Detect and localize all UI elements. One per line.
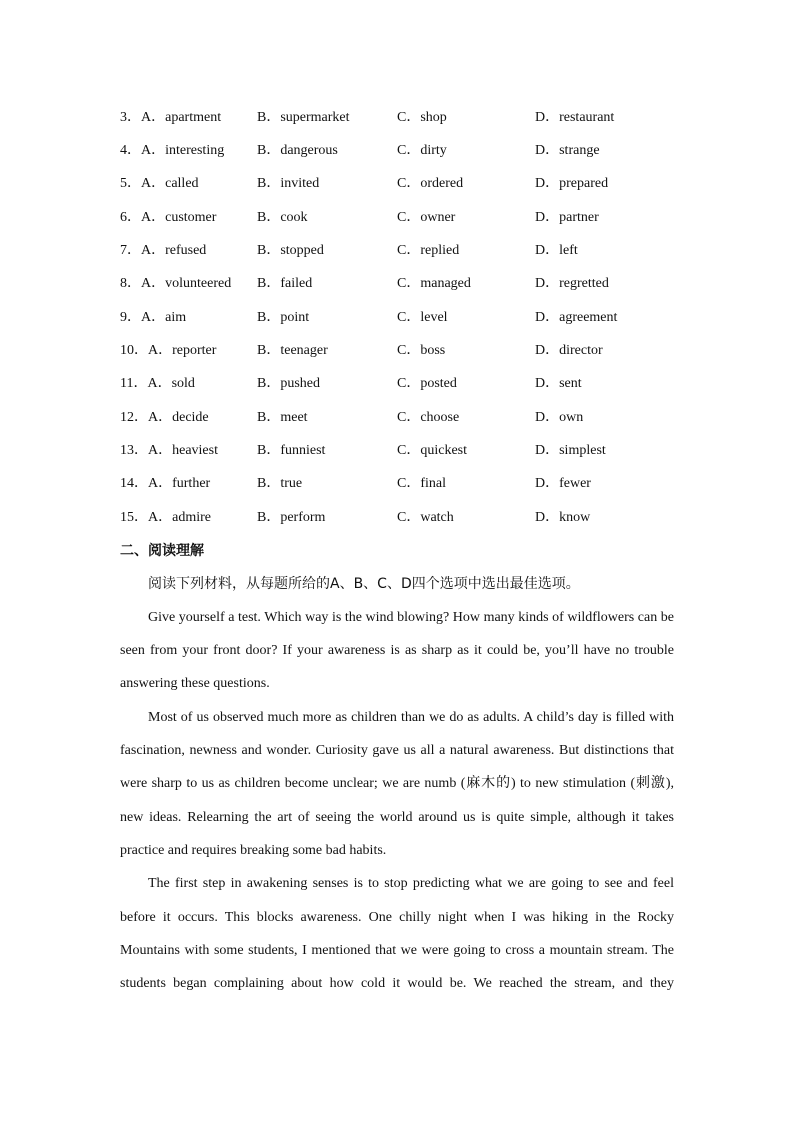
option-a-cell bbox=[120, 208, 216, 228]
option-b: B．meet bbox=[257, 410, 308, 425]
option-a: A．heaviest bbox=[148, 443, 218, 458]
option-a: A．apartment bbox=[141, 110, 222, 125]
question-number: 11． bbox=[120, 376, 148, 391]
option-a-cell bbox=[120, 441, 218, 461]
option-a-cell bbox=[120, 408, 209, 428]
question-number: 8． bbox=[120, 276, 141, 291]
option-a: A．decide bbox=[148, 410, 209, 425]
option-b: B．invited bbox=[257, 176, 320, 191]
option-b: B．perform bbox=[257, 510, 326, 525]
option-a: A．aim bbox=[141, 310, 187, 325]
option-c: C．dirty bbox=[397, 143, 447, 158]
question-number: 4． bbox=[120, 143, 141, 158]
option-a-cell bbox=[120, 474, 210, 494]
option-a-cell bbox=[120, 374, 195, 394]
option-a: A．refused bbox=[141, 243, 207, 258]
question-number: 5． bbox=[120, 176, 141, 191]
section-instruction: 阅读下列材料，从每题所给的A、B、C、D四个选项中选出最佳选项。 bbox=[148, 576, 580, 592]
question-number: 12． bbox=[120, 410, 148, 425]
option-a: A．customer bbox=[141, 210, 217, 225]
option-c: C．quickest bbox=[397, 443, 467, 458]
option-c: C．choose bbox=[397, 410, 460, 425]
question-row bbox=[0, 374, 794, 394]
passage-line: Most of us observed much more as children than we do as adults. A child’s day is filled with bbox=[148, 710, 674, 725]
option-a-cell bbox=[120, 108, 221, 128]
question-row bbox=[0, 441, 794, 461]
option-c: C．managed bbox=[397, 276, 471, 291]
question-row bbox=[0, 508, 794, 528]
option-d: D．sent bbox=[535, 376, 582, 391]
section-heading: 二、阅读理解 bbox=[120, 543, 204, 559]
question-number: 3． bbox=[120, 110, 141, 125]
question-number: 15． bbox=[120, 510, 148, 525]
option-d: D．agreement bbox=[535, 310, 618, 325]
option-a: A．sold bbox=[147, 376, 195, 391]
passage-line: were sharp to us as children become unclear; we are numb (麻木的) to new stimulation (刺激), bbox=[120, 776, 674, 791]
option-d: D．know bbox=[535, 510, 591, 525]
question-number: 10． bbox=[120, 343, 148, 358]
passage-line: practice and requires breaking some bad habits. bbox=[120, 843, 387, 858]
option-b: B．funniest bbox=[257, 443, 326, 458]
question-row bbox=[0, 408, 794, 428]
option-a: A．reporter bbox=[148, 343, 217, 358]
option-b: B．true bbox=[257, 476, 303, 491]
question-row bbox=[0, 308, 794, 328]
option-a: A．called bbox=[141, 176, 199, 191]
option-b: B．failed bbox=[257, 276, 313, 291]
option-b: B．teenager bbox=[257, 343, 328, 358]
passage-line: before it occurs. This blocks awareness. One chilly night when I was hiking in the Rocky bbox=[120, 910, 674, 925]
option-a: A．admire bbox=[148, 510, 211, 525]
question-row bbox=[0, 474, 794, 494]
question-number: 13． bbox=[120, 443, 148, 458]
question-row bbox=[0, 241, 794, 261]
option-d: D．strange bbox=[535, 143, 600, 158]
option-c: C．boss bbox=[397, 343, 446, 358]
option-b: B．stopped bbox=[257, 243, 324, 258]
option-c: C．ordered bbox=[397, 176, 464, 191]
option-c: C．watch bbox=[397, 510, 454, 525]
option-b: B．pushed bbox=[257, 376, 320, 391]
option-b: B．supermarket bbox=[257, 110, 350, 125]
option-b: B．point bbox=[257, 310, 310, 325]
question-number: 9． bbox=[120, 310, 141, 325]
option-c: C．posted bbox=[397, 376, 457, 391]
option-a: A．interesting bbox=[141, 143, 225, 158]
option-d: D．restaurant bbox=[535, 110, 615, 125]
option-d: D．simplest bbox=[535, 443, 606, 458]
option-a-cell bbox=[120, 341, 216, 361]
passage-line: Give yourself a test. Which way is the wind blowing? How many kinds of wildflowers can be bbox=[148, 610, 674, 625]
option-d: D．partner bbox=[535, 210, 599, 225]
option-b: B．cook bbox=[257, 210, 308, 225]
option-a-cell bbox=[120, 241, 206, 261]
passage-line: new ideas. Relearning the art of seeing the world around us is quite simple, although it takes bbox=[120, 810, 674, 825]
passage-line: seen from your front door? If your awareness is as sharp as it could be, you’ll have no trouble bbox=[120, 643, 674, 658]
option-c: C．final bbox=[397, 476, 446, 491]
option-c: C．owner bbox=[397, 210, 456, 225]
option-b: B．dangerous bbox=[257, 143, 338, 158]
option-a: A．further bbox=[148, 476, 211, 491]
option-a-cell bbox=[120, 174, 199, 194]
passage-line: answering these questions. bbox=[120, 676, 270, 691]
option-a-cell bbox=[120, 141, 224, 161]
option-a: A．volunteered bbox=[141, 276, 232, 291]
question-row bbox=[0, 208, 794, 228]
question-row bbox=[0, 108, 794, 128]
option-d: D．director bbox=[535, 343, 603, 358]
question-row bbox=[0, 274, 794, 294]
passage-line: Mountains with some students, I mentioned that we were going to cross a mountain stream. The bbox=[120, 943, 674, 958]
question-row bbox=[0, 341, 794, 361]
option-d: D．left bbox=[535, 243, 578, 258]
option-a-cell bbox=[120, 508, 211, 528]
passage-line: The first step in awakening senses is to stop predicting what we are going to see and feel bbox=[148, 876, 674, 891]
option-d: D．prepared bbox=[535, 176, 609, 191]
question-number: 14． bbox=[120, 476, 148, 491]
question-number: 7． bbox=[120, 243, 141, 258]
option-d: D．regretted bbox=[535, 276, 609, 291]
passage-line: fascination, newness and wonder. Curiosity gave us all a natural awareness. But distinctions that bbox=[120, 743, 674, 758]
option-d: D．fewer bbox=[535, 476, 591, 491]
option-a-cell bbox=[120, 308, 186, 328]
passage-line: students began complaining about how cold it would be. We reached the stream, and they bbox=[120, 976, 674, 991]
question-number: 6． bbox=[120, 210, 141, 225]
option-d: D．own bbox=[535, 410, 584, 425]
option-c: C．level bbox=[397, 310, 448, 325]
option-c: C．shop bbox=[397, 110, 447, 125]
option-c: C．replied bbox=[397, 243, 460, 258]
option-a-cell bbox=[120, 274, 231, 294]
question-row bbox=[0, 141, 794, 161]
question-row bbox=[0, 174, 794, 194]
